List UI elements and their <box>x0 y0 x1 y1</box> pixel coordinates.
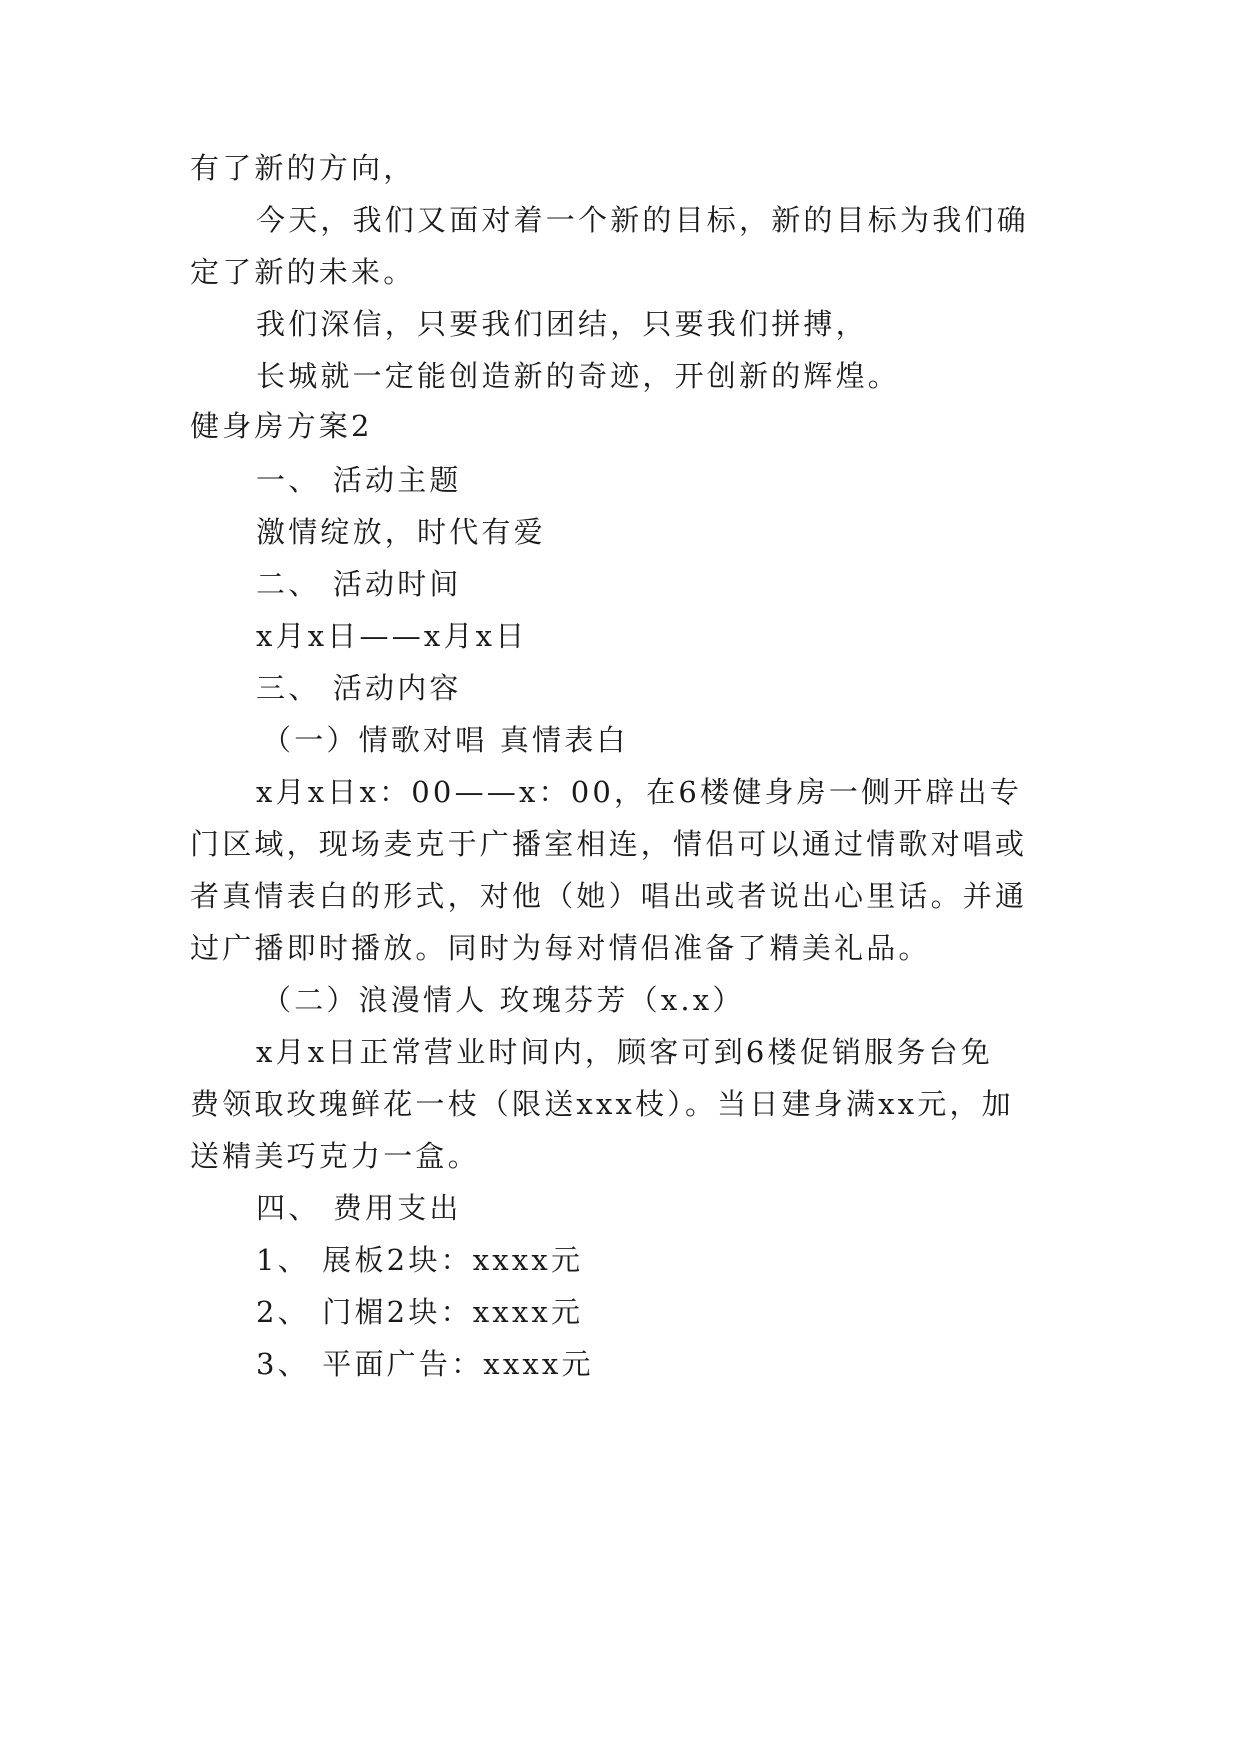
section-heading: 二、 活动时间 <box>256 567 462 601</box>
paragraph-line: 有了新的方向， <box>190 151 416 185</box>
section-heading: 三、 活动内容 <box>256 671 462 705</box>
paragraph-line: 过广播即时播放。同时为每对情侣准备了精美礼品。 <box>190 931 931 965</box>
paragraph-line: 长城就一定能创造新的奇迹，开创新的辉煌。 <box>256 359 901 393</box>
paragraph-line: x月x日——x月x日 <box>256 619 528 653</box>
paragraph-line: 定了新的未来。 <box>190 255 416 289</box>
paragraph-line: x月x日x：00——x：00，在6楼健身房一侧开辟出专 <box>256 775 1023 809</box>
subsection-heading: （二）浪漫情人 玫瑰芬芳（x.x） <box>262 983 745 1017</box>
list-item: 3、 平面广告：xxxx元 <box>256 1347 594 1381</box>
paragraph-line: 我们深信，只要我们团结，只要我们拼搏， <box>256 307 868 341</box>
paragraph-line: 激情绽放，时代有爱 <box>256 515 546 549</box>
section-heading: 四、 费用支出 <box>256 1191 462 1225</box>
paragraph-line: 今天，我们又面对着一个新的目标，新的目标为我们确 <box>256 203 1029 237</box>
paragraph-line: x月x日正常营业时间内，顾客可到6楼促销服务台免 <box>256 1035 993 1069</box>
section-heading: 一、 活动主题 <box>256 463 462 497</box>
subsection-heading: （一）情歌对唱 真情表白 <box>262 723 629 757</box>
paragraph-line: 者真情表白的形式，对他（她）唱出或者说出心里话。并通 <box>190 879 1028 913</box>
paragraph-line: 门区域，现场麦克于广播室相连，情侣可以通过情歌对唱或 <box>190 827 1028 861</box>
list-item: 1、 展板2块：xxxx元 <box>256 1243 584 1277</box>
paragraph-line: 费领取玫瑰鲜花一枝（限送xxx枝）。当日建身满xx元，加 <box>190 1087 1014 1121</box>
paragraph-line: 送精美巧克力一盒。 <box>190 1139 480 1173</box>
section-title: 健身房方案2 <box>190 409 373 443</box>
list-item: 2、 门楣2块：xxxx元 <box>256 1295 584 1329</box>
